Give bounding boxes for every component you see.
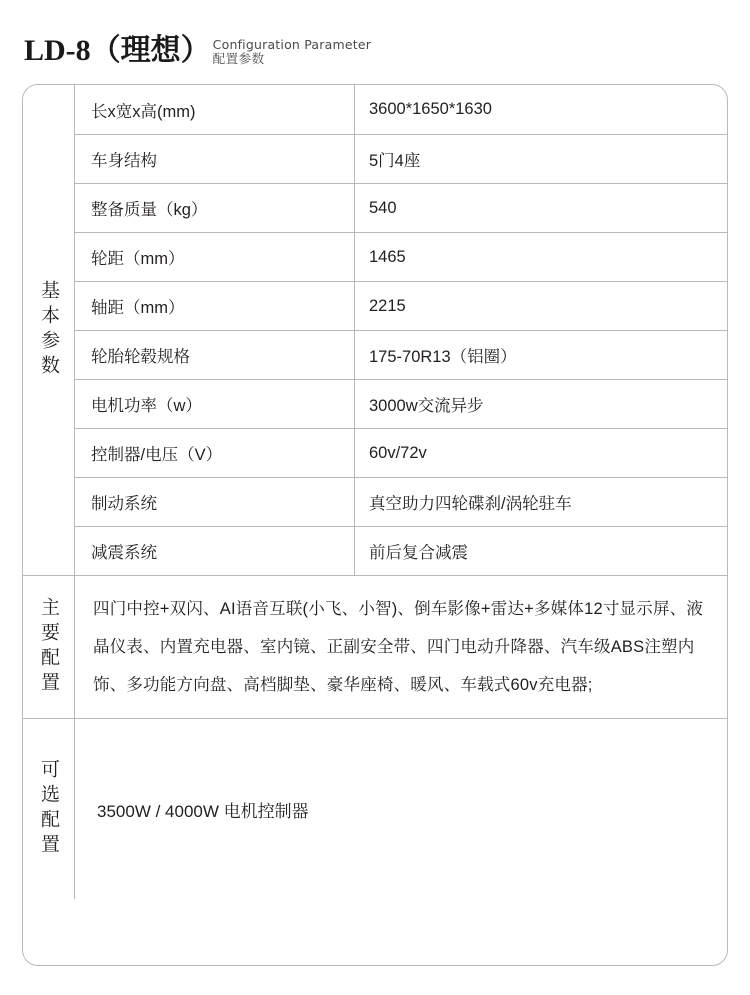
row-key: 电机功率（w） — [75, 380, 355, 428]
table-row — [75, 477, 727, 526]
row-value: 175-70R13（铝圈） — [369, 348, 517, 366]
optional-text: 3500W / 4000W 电机控制器 — [97, 801, 309, 821]
row-value: 2215 — [369, 296, 406, 315]
section-main-configuration — [23, 575, 727, 718]
row-key: 轮距（mm） — [75, 233, 355, 281]
table-row — [75, 281, 727, 330]
row-value: 1465 — [369, 247, 406, 266]
table-row — [75, 526, 727, 575]
table-row — [75, 85, 727, 134]
config-text-wrap — [75, 576, 727, 718]
section-optional-configuration — [23, 718, 727, 899]
page-title-main: LD-8（理想） — [24, 34, 211, 67]
table-row — [75, 232, 727, 281]
section-config-label — [23, 576, 75, 718]
row-key: 轴距（mm） — [75, 282, 355, 330]
row-key: 制动系统 — [75, 478, 355, 526]
row-value: 5门4座 — [369, 152, 421, 170]
section-config-label-text: 主要配置 — [38, 597, 59, 697]
page-title — [24, 34, 371, 68]
spec-table — [22, 84, 728, 966]
basic-rows — [75, 85, 727, 575]
row-key: 控制器/电压（V） — [75, 429, 355, 477]
section-optional-label — [23, 719, 75, 899]
table-row — [75, 134, 727, 183]
config-text: 四门中控+双闪、AI语音互联(小飞、小智)、倒车影像+雷达+多媒体12寸显示屏、液晶仪表、内置充电器、室内镜、正副安全带、四门电动升降器、汽车级ABS注塑内饰、多功能方向盘、高档脚垫、豪华座椅、暖风、车载式60v充电器; — [93, 600, 704, 694]
page-title-sub-en: Configuration Parameter — [212, 37, 372, 52]
row-value: 3600*1650*1630 — [369, 100, 492, 118]
page-title-sub — [213, 38, 371, 66]
row-key: 车身结构 — [75, 135, 355, 183]
table-row — [75, 183, 727, 232]
section-basic-parameters — [23, 85, 727, 575]
row-key: 整备质量（kg） — [75, 184, 355, 232]
row-value: 540 — [369, 198, 397, 217]
section-basic-label-text: 基本参数 — [38, 280, 59, 380]
table-row — [75, 428, 727, 477]
row-key: 减震系统 — [75, 527, 355, 575]
table-row — [75, 379, 727, 428]
row-key: 长x宽x高(mm) — [75, 85, 355, 134]
row-key: 轮胎轮毂规格 — [75, 331, 355, 379]
row-value: 真空助力四轮碟刹/涡轮驻车 — [369, 495, 572, 513]
optional-text-wrap — [75, 719, 727, 899]
table-row — [75, 330, 727, 379]
section-basic-label — [23, 85, 75, 575]
page-title-sub-cn: 配置参数 — [212, 52, 265, 66]
row-value: 3000w交流异步 — [369, 397, 484, 415]
section-optional-label-text: 可选配置 — [38, 759, 59, 859]
row-value: 前后复合减震 — [369, 544, 468, 562]
row-value: 60v/72v — [369, 443, 427, 462]
